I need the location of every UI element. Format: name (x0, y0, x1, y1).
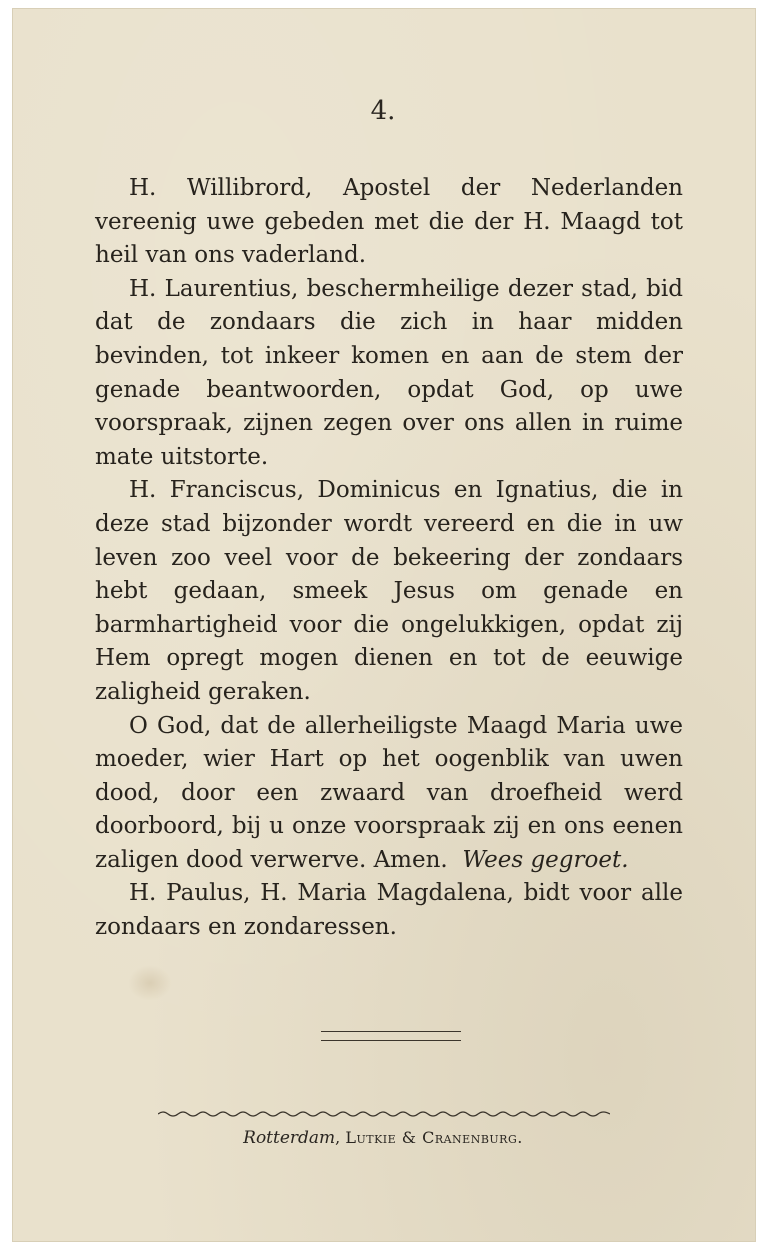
paragraph-o-god-text: O God, dat de allerheiligste Maagd Maria uwe moeder, wier Hart op het oogenblik van uwen dood, door een zwaard van droefheid werd doorboord, bij u onze voorspraak zij en ons eenen zaligen dood verwerve. Amen. (95, 712, 683, 873)
paragraph-o-god (95, 710, 683, 878)
page-number: 4. (370, 96, 396, 126)
paragraph-franciscus: H. Franciscus, Dominicus en Ignatius, die in deze stad bijzonder wordt vereerd en die in uw leven zoo veel voor de bekeering der zondaars hebt gedaan, smeek Jesus om genade en barmhartigheid voor die ongelukkigen, opdat zij Hem opregt mogen dienen en tot de eeuwige zaligheid geraken. (95, 477, 683, 705)
paper-stain (128, 965, 172, 1001)
imprint-publisher: Lutkie & Cranenburg. (345, 1128, 523, 1147)
paragraph-laurentius: H. Laurentius, beschermheilige dezer stad, bid dat de zondaars die zich in haar midden bevinden, tot inkeer komen en aan de stem der genade beantwoorden, opdat God, op uwe voorspraak, zijnen zegen over ons allen in ruime mate uitstorte. (95, 275, 683, 470)
closing-italic: Wees gegroet. (462, 846, 629, 873)
wavy-rule (158, 1109, 610, 1119)
double-rule-top (321, 1031, 461, 1032)
imprint-separator: , (335, 1128, 346, 1147)
paragraph-willibrord: H. Willibrord, Apostel der Nederlanden vereenig uwe gebeden met die der H. Maagd tot heil van ons vaderland. (95, 175, 683, 269)
prayer-text (95, 172, 683, 945)
wavy-line (158, 1112, 610, 1116)
double-rule-bottom (321, 1040, 461, 1041)
paragraph-paulus: H. Paulus, H. Maria Magdalena, bidt voor alle zondaars en zondaressen. (95, 880, 683, 941)
imprint (0, 1128, 766, 1148)
imprint-city: Rotterdam (243, 1128, 336, 1148)
